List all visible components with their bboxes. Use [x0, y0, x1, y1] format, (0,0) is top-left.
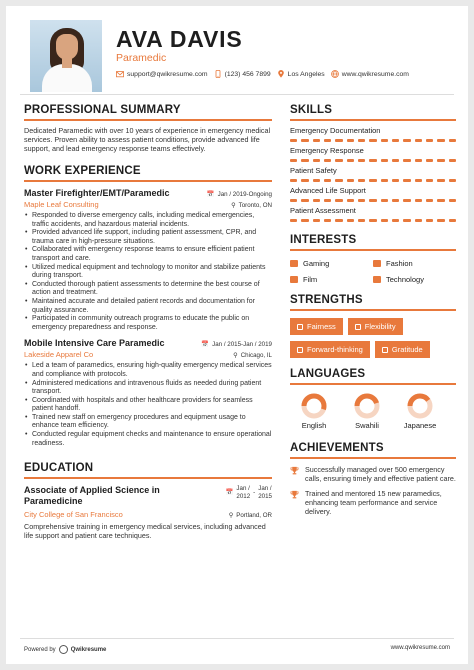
contact-row — [116, 70, 409, 78]
strengths-heading: STRENGTHS — [290, 294, 456, 311]
bullet-item: • Administered medications and intravenous fluids as needed during patient transport. — [24, 380, 272, 397]
bullet-item: • Conducted regular equipment checks and maintenance to ensure operational readiness. — [24, 431, 272, 448]
skill-item — [290, 146, 456, 162]
skill-name: Emergency Response — [290, 146, 364, 155]
contact-phone[interactable]: (123) 456 7899 — [214, 70, 271, 78]
book-icon — [373, 276, 381, 283]
education-text: Comprehensive training in emergency medical services, including advanced life support and patient care techniques. — [24, 522, 266, 541]
strength-tag: Forward-thinking — [290, 341, 370, 358]
book-icon — [290, 260, 298, 267]
education-date: Jan / 2012 — [236, 485, 251, 501]
footer-powered — [24, 645, 106, 654]
language-item — [343, 393, 391, 430]
tag-icon — [355, 324, 361, 330]
summary-text: Dedicated Paramedic with over 10 years of experience in emergency medical services. Proven ability to assess patient conditions, provide advanced life support, and lead emergency response teams effectively. — [24, 126, 271, 153]
right-column — [290, 104, 456, 516]
summary-heading: PROFESSIONAL SUMMARY — [24, 104, 272, 121]
job-entry — [24, 338, 272, 448]
company-name: Lakeside Apparel Co — [24, 350, 94, 360]
footer-brand[interactable]: Qwikresume — [70, 646, 107, 653]
skill-name: Emergency Documentation — [290, 126, 381, 135]
footer-url[interactable]: www.qwikresume.com — [390, 645, 450, 651]
achievements-heading: ACHIEVEMENTS — [290, 442, 456, 459]
language-level-ring — [301, 393, 327, 419]
job-location: Toronto, ON — [238, 202, 272, 209]
bullet-item: • Provided advanced life support, including patient assessment, CPR, and trauma care in high-pressure situations. — [24, 229, 272, 246]
job-date: Jan / 2019-Ongoing — [217, 190, 272, 198]
job-bullets — [24, 212, 272, 332]
education-date-end: Jan / 2015 — [258, 485, 272, 501]
school-name: City College of San Francisco — [24, 510, 123, 520]
job-location: Chicago, IL — [240, 352, 272, 360]
job-entry — [24, 188, 272, 332]
book-icon — [373, 260, 381, 267]
strengths-list — [290, 318, 456, 358]
calendar-icon: 📅 — [225, 489, 234, 497]
globe-icon — [331, 70, 339, 78]
language-level-ring — [354, 393, 380, 419]
trophy-icon — [290, 490, 299, 499]
interest-item: Film — [290, 275, 373, 284]
location-icon — [277, 70, 285, 78]
location-pin-icon: ⚲ — [231, 202, 236, 209]
contact-email[interactable]: support@qwikresume.com — [116, 70, 208, 78]
bullet-item: • Trained new staff on emergency procedures and equipment usage to enhance team efficiency. — [24, 414, 272, 431]
qwikresume-logo-icon — [59, 645, 68, 654]
interest-item: Gaming — [290, 259, 373, 268]
location-pin-icon: ⚲ — [233, 352, 238, 360]
languages-list — [290, 393, 456, 430]
education-heading: EDUCATION — [24, 462, 272, 479]
skill-bar — [290, 159, 456, 162]
bullet-item: • Maintained accurate and detailed patient records and documentation for quality assurance. — [24, 298, 272, 315]
tag-icon — [297, 347, 303, 353]
candidate-title: Paramedic — [116, 52, 167, 64]
contact-website[interactable]: www.qwikresume.com — [331, 70, 409, 78]
left-column — [24, 104, 272, 540]
skill-item — [290, 166, 456, 182]
skills-heading: SKILLS — [290, 104, 456, 121]
bullet-item: • Coordinated with hospitals and other healthcare providers for seamless patient handoff. — [24, 397, 272, 414]
language-name: Swahili — [355, 421, 379, 430]
trophy-icon — [290, 466, 299, 475]
job-date: Jan / 2015-Jan / 2019 — [212, 340, 272, 348]
header-divider — [20, 94, 454, 95]
skill-name: Patient Safety — [290, 166, 337, 175]
location-pin-icon: ⚲ — [228, 512, 234, 520]
tag-icon — [297, 324, 303, 330]
language-item — [290, 393, 338, 430]
interests-list — [290, 259, 456, 284]
interest-item: Fashion — [373, 259, 456, 268]
education-date-separator: - — [253, 489, 256, 497]
footer-divider — [20, 638, 454, 639]
book-icon — [290, 276, 298, 283]
mail-icon — [116, 70, 124, 78]
bullet-item: • Responded to diverse emergency calls, including medical emergencies, traffic accidents, and hazardous material incidents. — [24, 212, 272, 229]
strength-tag: Gratitude — [375, 341, 430, 358]
skill-bar — [290, 219, 456, 222]
calendar-icon: 📅 — [206, 191, 215, 198]
skill-bar — [290, 199, 456, 202]
resume-page — [6, 6, 468, 664]
language-level-ring — [407, 393, 433, 419]
degree-title: Associate of Applied Science in Paramedicine — [24, 485, 160, 507]
contact-location: Los Angeles — [277, 70, 325, 78]
powered-by-text: Powered by — [24, 646, 56, 653]
calendar-icon: 📅 — [201, 341, 210, 349]
bullet-item: • Participated in community outreach programs to educate the public on emergency preparedness and response. — [24, 315, 272, 332]
school-location: Portland, OR — [236, 512, 272, 520]
profile-photo — [30, 20, 102, 92]
achievement-item — [290, 489, 456, 516]
achievement-text: Trained and mentored 15 new paramedics, enhancing team performance and service delivery. — [305, 489, 442, 516]
skill-item — [290, 126, 456, 142]
language-name: English — [301, 421, 327, 430]
company-name: Maple Leaf Consulting — [24, 200, 99, 209]
achievement-text: Successfully managed over 500 emergency calls, ensuring timely and effective patient care. — [305, 465, 456, 483]
language-name: Japanese — [403, 421, 437, 430]
phone-icon — [214, 70, 222, 78]
achievement-item — [290, 465, 456, 483]
interests-heading: INTERESTS — [290, 234, 456, 251]
skill-item — [290, 206, 456, 222]
candidate-name: AVA DAVIS — [116, 26, 243, 52]
tag-icon — [382, 347, 388, 353]
bullet-item: • Led a team of paramedics, ensuring high-quality emergency medical services and compliance with protocols. — [24, 362, 272, 379]
bullet-item: • Collaborated with emergency response teams to ensure efficient patient transport and care. — [24, 246, 272, 263]
skill-name: Advanced Life Support — [290, 186, 366, 195]
job-title: Mobile Intensive Care Paramedic — [24, 338, 165, 349]
experience-heading: WORK EXPERIENCE — [24, 165, 272, 182]
job-title: Master Firefighter/EMT/Paramedic — [24, 188, 170, 198]
bullet-item: • Conducted thorough patient assessments to determine the best course of action and treatment. — [24, 281, 272, 298]
skill-bar — [290, 179, 456, 182]
skill-name: Patient Assessment — [290, 206, 356, 215]
interest-item: Technology — [373, 275, 456, 284]
bullet-item: • Utilized medical equipment and technology to monitor and stabilize patients during transport. — [24, 264, 272, 281]
language-item — [396, 393, 444, 430]
strength-tag: Flexibility — [348, 318, 403, 335]
strength-tag: Fairness — [290, 318, 343, 335]
skill-item — [290, 186, 456, 202]
job-bullets — [24, 362, 272, 448]
skill-bar — [290, 139, 456, 142]
languages-heading: LANGUAGES — [290, 368, 456, 385]
